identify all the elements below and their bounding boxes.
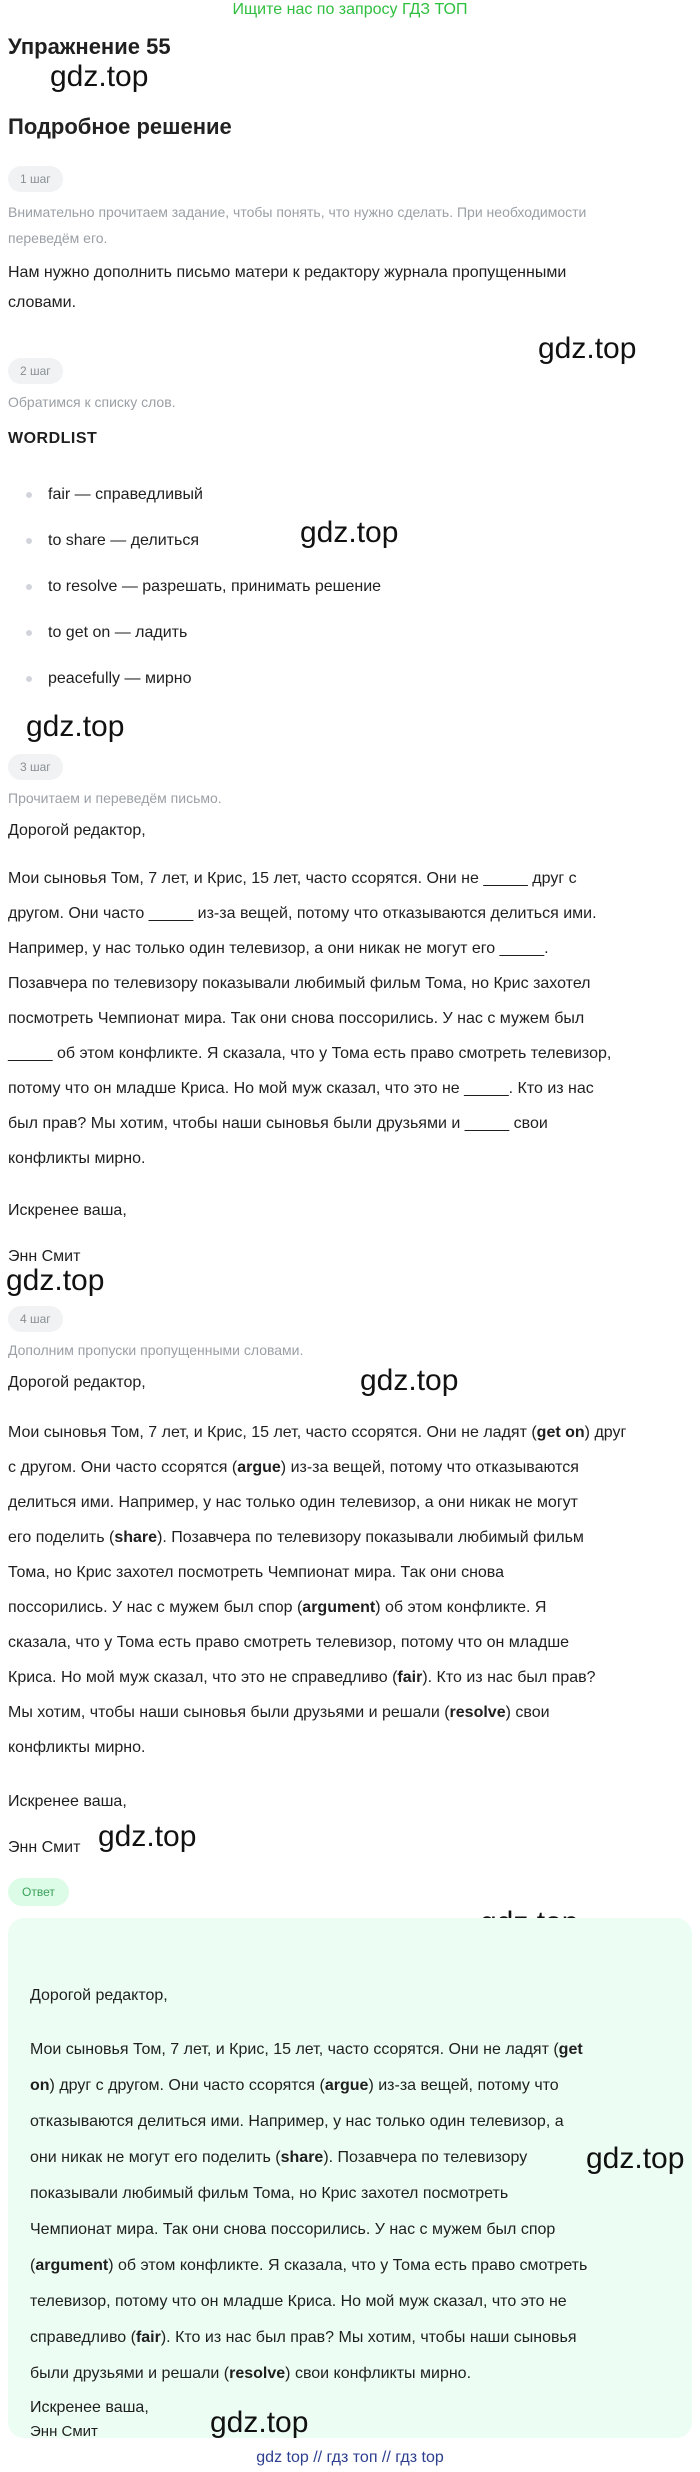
answer-line-7: (argument) об этом конфликте. Я сказала, что у Тома есть право смотреть bbox=[30, 2257, 588, 2274]
step-2-badge: 2 шаг bbox=[8, 358, 63, 384]
step-2-note: Обратимся к списку слов. bbox=[8, 394, 176, 410]
keyword: share bbox=[114, 1529, 158, 1546]
answer-signature: Энн Смит bbox=[30, 2423, 98, 2440]
bullet bbox=[26, 492, 32, 498]
watermark: gdz.top bbox=[98, 1820, 197, 1853]
answer-line-1: Мои сыновья Том, 7 лет, и Крис, 15 лет, часто ссорятся. Они не ладят (get bbox=[30, 2041, 583, 2058]
step-3-note: Прочитаем и переведём письмо. bbox=[8, 790, 222, 806]
step-4-line-3: делиться ими. Например, у нас только один телевизор, а они никак не могут bbox=[8, 1494, 578, 1511]
step-3-line-3: Например, у нас только один телевизор, а они никак не могут его _____. bbox=[8, 940, 549, 957]
step-4-line-7: сказала, что у Тома есть право смотреть телевизор, потому что он младше bbox=[8, 1634, 570, 1651]
wordlist-item: to share — делиться bbox=[48, 532, 200, 549]
step-3-line-2: другом. Они часто _____ из-за вещей, потому что отказываются делиться ими. bbox=[8, 905, 597, 922]
step-4-line-5: Тома, но Крис захотел посмотреть Чемпионат мира. Так они снова bbox=[8, 1564, 505, 1581]
watermark: gdz.top bbox=[26, 710, 125, 743]
keyword: share bbox=[280, 2149, 324, 2166]
keyword: fair bbox=[135, 2329, 161, 2346]
answer-greeting: Дорогой редактор, bbox=[30, 1987, 168, 2004]
wordlist-heading: WORDLIST bbox=[8, 430, 98, 447]
keyword: fair bbox=[397, 1669, 423, 1686]
step-1-note-line-1: Внимательно прочитаем задание, чтобы понять, что нужно сделать. При необходимости bbox=[8, 204, 587, 220]
watermark: gdz.top bbox=[50, 60, 149, 93]
keyword: argue bbox=[237, 1459, 281, 1476]
step-3-line-6: _____ об этом конфликте. Я сказала, что у Тома есть право смотреть телевизор, bbox=[8, 1045, 612, 1062]
step-4-line-2: с другом. Они часто ссорятся (argue) из-за вещей, потому что отказываются bbox=[8, 1459, 579, 1476]
wordlist-item: to get on — ладить bbox=[48, 624, 188, 641]
bullet bbox=[26, 584, 32, 590]
search-banner[interactable]: Ищите нас по запросу ГДЗ ТОП bbox=[232, 1, 468, 18]
step-4-line-4: его поделить (share). Позавчера по телевизору показывали любимый фильм bbox=[8, 1529, 584, 1546]
watermark: gdz.top bbox=[360, 1364, 459, 1397]
bullet bbox=[26, 630, 32, 636]
keyword: argument bbox=[35, 2257, 109, 2274]
answer-badge: Ответ bbox=[8, 1878, 69, 1906]
step-3-line-5: посмотреть Чемпионат мира. Так они снова поссорились. У нас с мужем был bbox=[8, 1010, 585, 1027]
answer-closing: Искренее ваша, bbox=[30, 2399, 149, 2416]
bullet bbox=[26, 676, 32, 682]
step-3-greeting: Дорогой редактор, bbox=[8, 822, 146, 839]
step-3-badge: 3 шаг bbox=[8, 754, 63, 780]
step-4-signature: Энн Смит bbox=[8, 1839, 81, 1856]
step-4-greeting: Дорогой редактор, bbox=[8, 1374, 146, 1391]
step-3-line-7: потому что он младше Криса. Но мой муж сказал, что это не _____. Кто из нас bbox=[8, 1080, 594, 1097]
step-3-line-4: Позавчера по телевизору показывали любимый фильм Тома, но Крис захотел bbox=[8, 975, 591, 992]
wordlist-item: fair — справедливый bbox=[48, 486, 203, 503]
keyword: get bbox=[558, 2041, 583, 2058]
keyword: argument bbox=[302, 1599, 376, 1616]
section-title: Подробное решение bbox=[8, 114, 232, 139]
keyword: resolve bbox=[449, 1704, 506, 1721]
step-3-line-8: был прав? Мы хотим, чтобы наши сыновья были друзьями и _____ свои bbox=[8, 1115, 548, 1132]
step-3-closing: Искренее ваша, bbox=[8, 1202, 127, 1219]
step-1-note-line-2: переведём его. bbox=[8, 230, 108, 246]
step-4-line-6: поссорились. У нас с мужем был спор (argument) об этом конфликте. Я bbox=[8, 1599, 547, 1616]
answer-line-2: on) друг с другом. Они часто ссорятся (argue) из-за вещей, потому что bbox=[30, 2077, 559, 2094]
answer-line-10: были друзьями и решали (resolve) свои конфликты мирно. bbox=[30, 2365, 472, 2382]
step-1-text-line-2: словами. bbox=[8, 294, 77, 311]
answer-line-3: отказываются делиться ими. Например, у нас только один телевизор, а bbox=[30, 2113, 564, 2130]
footer-links[interactable]: gdz top // гдз топ // гдз top bbox=[256, 2449, 444, 2466]
step-4-note: Дополним пропуски пропущенными словами. bbox=[8, 1342, 304, 1358]
step-3-signature: Энн Смит bbox=[8, 1248, 81, 1265]
keyword: argue bbox=[324, 2077, 369, 2094]
watermark: gdz.top bbox=[6, 1264, 105, 1297]
keyword: on bbox=[30, 2077, 50, 2094]
step-4-badge: 4 шаг bbox=[8, 1306, 63, 1332]
answer-line-8: телевизор, потому что он младше Криса. Но мой муж сказал, что это не bbox=[30, 2293, 567, 2310]
bullet bbox=[26, 538, 32, 544]
step-3-line-1: Мои сыновья Том, 7 лет, и Крис, 15 лет, часто ссорятся. Они не _____ друг с bbox=[8, 870, 577, 887]
step-4-line-1: Мои сыновья Том, 7 лет, и Крис, 15 лет, часто ссорятся. Они не ладят (get on) друг bbox=[8, 1424, 627, 1441]
answer-line-9: справедливо (fair). Кто из нас был прав? Мы хотим, чтобы наши сыновья bbox=[30, 2329, 577, 2346]
step-4-line-8: Криса. Но мой муж сказал, что это не справедливо (fair). Кто из нас был прав? bbox=[8, 1669, 596, 1686]
wordlist-item: peacefully — мирно bbox=[48, 670, 192, 687]
step-4-line-10: конфликты мирно. bbox=[8, 1739, 146, 1756]
watermark: gdz.top bbox=[210, 2406, 309, 2439]
page-title: Упражнение 55 bbox=[8, 34, 171, 59]
wordlist-item: to resolve — разрешать, принимать решение bbox=[48, 578, 382, 595]
step-3-line-9: конфликты мирно. bbox=[8, 1150, 146, 1167]
keyword: get on bbox=[536, 1424, 585, 1441]
watermark: gdz.top bbox=[586, 2142, 685, 2175]
step-4-line-9: Мы хотим, чтобы наши сыновья были друзьями и решали (resolve) свои bbox=[8, 1704, 550, 1721]
answer-line-4: они никак не могут его поделить (share). Позавчера по телевизору bbox=[30, 2149, 528, 2166]
watermark: gdz.top bbox=[538, 332, 637, 365]
step-1-badge: 1 шаг bbox=[8, 166, 63, 192]
answer-line-6: Чемпионат мира. Так они снова поссорились. У нас с мужем был спор bbox=[30, 2221, 556, 2238]
step-1-text-line-1: Нам нужно дополнить письмо матери к редактору журнала пропущенными bbox=[8, 264, 567, 281]
watermark: gdz.top bbox=[300, 516, 399, 549]
keyword: resolve bbox=[229, 2365, 286, 2382]
step-4-closing: Искренее ваша, bbox=[8, 1793, 127, 1810]
answer-line-5: показывали любимый фильм Тома, но Крис захотел посмотреть bbox=[30, 2185, 509, 2202]
